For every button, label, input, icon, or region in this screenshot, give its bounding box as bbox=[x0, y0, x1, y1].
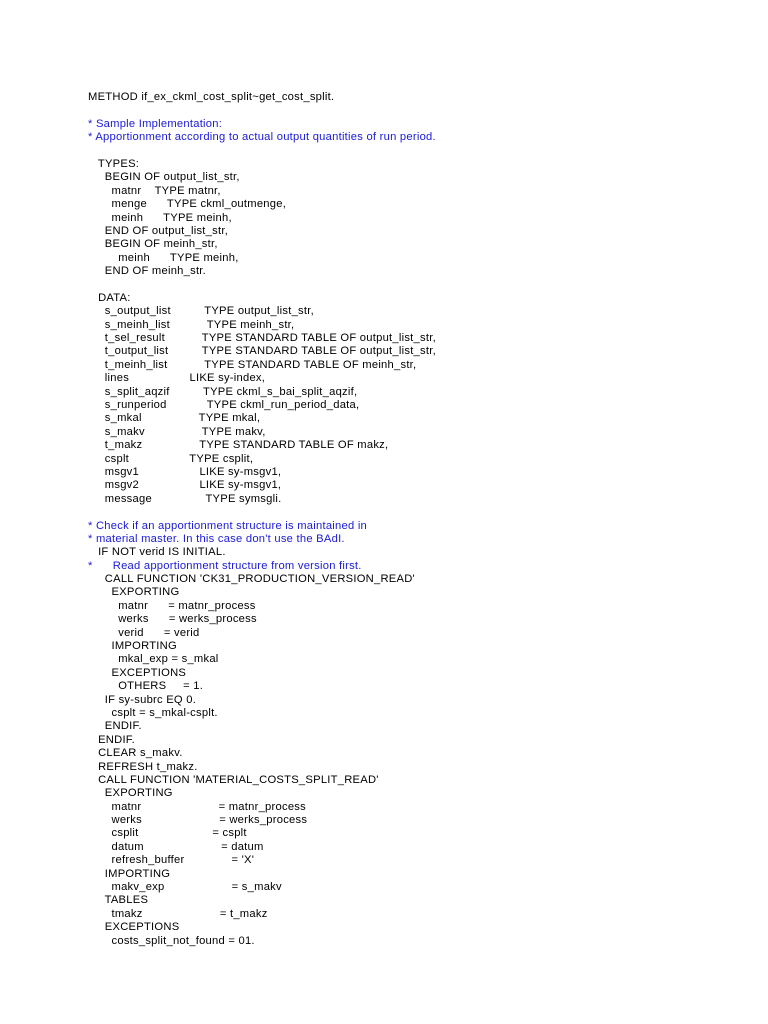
code-line: csplit = csplt bbox=[88, 827, 247, 840]
code-line: t_sel_result TYPE STANDARD TABLE OF output_list_str, bbox=[88, 332, 436, 345]
code-line: ENDIF. bbox=[88, 733, 136, 746]
code-line: msgv1 LIKE sy-msgv1, bbox=[88, 465, 282, 478]
code-line: END OF meinh_str. bbox=[88, 265, 207, 278]
code-line: ENDIF. bbox=[88, 720, 142, 733]
code-line: meinh TYPE meinh, bbox=[88, 211, 232, 224]
code-line: werks = werks_process bbox=[88, 613, 257, 626]
blank-line bbox=[88, 104, 436, 117]
code-line: costs_split_not_found = 01. bbox=[88, 934, 255, 947]
code-line: EXPORTING bbox=[88, 586, 180, 599]
abap-source-listing bbox=[88, 91, 436, 948]
code-line: CLEAR s_makv. bbox=[88, 747, 183, 760]
code-line: s_output_list TYPE output_list_str, bbox=[88, 305, 314, 318]
code-line: s_meinh_list TYPE meinh_str, bbox=[88, 318, 295, 331]
code-line: s_split_aqzif TYPE ckml_s_bai_split_aqzif, bbox=[88, 385, 358, 398]
code-line: meinh TYPE meinh, bbox=[88, 251, 239, 264]
code-line: OTHERS = 1. bbox=[88, 680, 204, 693]
code-line: matnr = matnr_process bbox=[88, 599, 256, 612]
code-line: verid = verid bbox=[88, 626, 200, 639]
code-line: csplt = s_mkal-csplt. bbox=[88, 706, 218, 719]
code-line: matnr TYPE matnr, bbox=[88, 184, 221, 197]
code-line: s_makv TYPE makv, bbox=[88, 425, 266, 438]
code-line: TYPES: bbox=[88, 157, 140, 170]
code-line: METHOD if_ex_ckml_cost_split~get_cost_split. bbox=[88, 91, 335, 103]
comment-line: * Read apportionment structure from version first. bbox=[88, 559, 362, 572]
code-line: CALL FUNCTION 'CK31_PRODUCTION_VERSION_READ' bbox=[88, 573, 415, 586]
code-line: s_runperiod TYPE ckml_run_period_data, bbox=[88, 398, 360, 411]
comment-line: * Apportionment according to actual output quantities of run period. bbox=[88, 131, 436, 144]
code-line: END OF output_list_str, bbox=[88, 224, 229, 237]
blank-line bbox=[88, 278, 436, 291]
comment-line: * material master. In this case don't use the BAdI. bbox=[88, 532, 345, 545]
code-line: IF sy-subrc EQ 0. bbox=[88, 693, 197, 706]
code-line: EXCEPTIONS bbox=[88, 921, 180, 934]
code-line: datum = datum bbox=[88, 840, 264, 853]
code-line: BEGIN OF output_list_str, bbox=[88, 171, 240, 184]
code-line: IMPORTING bbox=[88, 640, 177, 653]
code-line: EXCEPTIONS bbox=[88, 666, 187, 679]
code-line: CALL FUNCTION 'MATERIAL_COSTS_SPLIT_READ' bbox=[88, 773, 379, 786]
code-line: IMPORTING bbox=[88, 867, 171, 880]
code-line: lines LIKE sy-index, bbox=[88, 372, 266, 385]
code-line: msgv2 LIKE sy-msgv1, bbox=[88, 479, 282, 492]
code-line: TABLES bbox=[88, 894, 149, 907]
comment-line: * Check if an apportionment structure is maintained in bbox=[88, 519, 368, 532]
code-line: menge TYPE ckml_outmenge, bbox=[88, 198, 287, 211]
blank-line bbox=[88, 506, 436, 519]
code-line: matnr = matnr_process bbox=[88, 800, 306, 813]
code-line: t_output_list TYPE STANDARD TABLE OF output_list_str, bbox=[88, 345, 436, 358]
comment-line: * Sample Implementation: bbox=[88, 117, 223, 130]
blank-line bbox=[88, 145, 436, 158]
code-line: csplt TYPE csplit, bbox=[88, 452, 254, 465]
code-line: refresh_buffer = 'X' bbox=[88, 854, 255, 867]
code-line: EXPORTING bbox=[88, 787, 173, 800]
code-line: tmakz = t_makz bbox=[88, 907, 268, 920]
code-line: REFRESH t_makz. bbox=[88, 760, 198, 773]
code-line: BEGIN OF meinh_str, bbox=[88, 238, 218, 251]
code-line: t_makz TYPE STANDARD TABLE OF makz, bbox=[88, 439, 389, 452]
code-line: mkal_exp = s_mkal bbox=[88, 653, 219, 666]
code-line: DATA: bbox=[88, 291, 131, 304]
code-line: t_meinh_list TYPE STANDARD TABLE OF meinh_str, bbox=[88, 358, 417, 371]
code-line: IF NOT verid IS INITIAL. bbox=[88, 546, 226, 559]
code-line: makv_exp = s_makv bbox=[88, 881, 282, 894]
code-line: message TYPE symsgli. bbox=[88, 492, 282, 505]
code-line: werks = werks_process bbox=[88, 814, 308, 827]
code-line: s_mkal TYPE mkal, bbox=[88, 412, 261, 425]
